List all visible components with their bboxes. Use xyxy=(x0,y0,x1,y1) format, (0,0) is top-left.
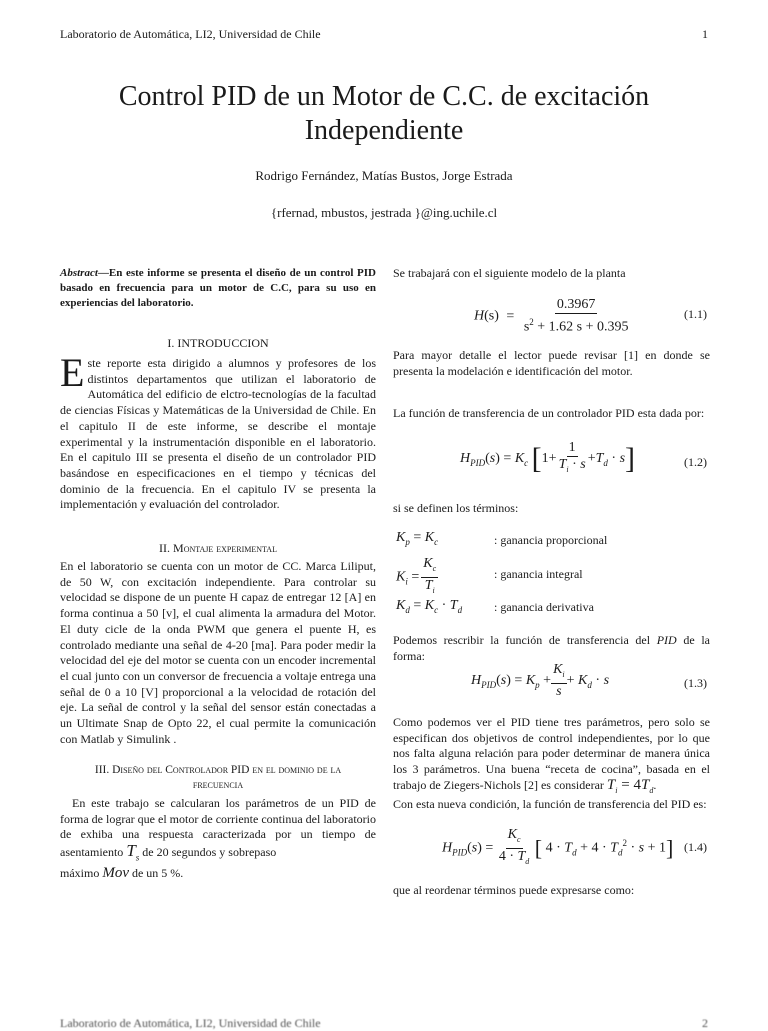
term-kd: $K_d = K_c \cdot T_d$ xyxy=(396,598,463,615)
section-heading-diseno-line2: frecuencia xyxy=(192,779,244,791)
abstract-lead: Abstract xyxy=(60,267,98,279)
section-heading-montaje: II. Montaje experimental xyxy=(159,541,277,555)
right-paragraph-3: La función de transferencia de un controlador PID esta dada por: xyxy=(393,406,705,420)
abstract xyxy=(60,266,376,311)
equation-1-3: $H_{PID}(s) = K_p$ + $\frac{K_i}{s}$ + $K_d \cdot s$ xyxy=(471,662,610,699)
diseno-text-c-suffix: de un 5 %. xyxy=(131,866,184,881)
diseno-text-a: En este trabajo se calcularan los parámetros de un PID de forma de lograr que el motor de corriente continua del laboratorio de exhiba una respuesta caracterizada por un tiempo de asentamiento xyxy=(60,796,376,860)
drop-cap: E xyxy=(60,350,85,395)
next-page-header: Laboratorio de Automática, LI2, Universidad de Chile xyxy=(60,1016,321,1030)
term-kp-desc: : ganancia proporcional xyxy=(494,533,608,547)
right-paragraph-6 xyxy=(393,715,710,799)
equation-1-4: $H_{PID}(s)$ = $\frac{K_c}{4 \cdot T_d}$ [ $4 \cdot T_d + 4 \cdot T_d^2 \cdot s + 1$] xyxy=(442,827,674,866)
right-paragraph-5 xyxy=(393,633,710,664)
eq14-number: (1.4) xyxy=(684,840,707,854)
eq11-numerator: 0.3967 xyxy=(556,297,596,312)
eq11-lhs: H xyxy=(474,308,485,324)
diseno-text-c-prefix: máximo xyxy=(60,866,100,881)
p6-text: Como podemos ver el PID tiene tres parámetros, pero solo se especifican dos objetivos de control independientes, por lo que nos falta alguna relación para poder determinar de manera única los 3 parámetros. Una buena “receta de cocina”, basada en el trabajo de Ziegers-Nichols [2] es considerar xyxy=(393,715,710,792)
mov-symbol: Mov xyxy=(102,865,129,882)
p5-text-b: de la forma: xyxy=(393,633,710,663)
section-diseno-body xyxy=(60,796,376,882)
eq13-number: (1.3) xyxy=(684,676,707,690)
running-header: Laboratorio de Automática, LI2, Universidad de Chile xyxy=(60,27,321,41)
ti-relation: $T_i = 4T_d$ xyxy=(606,776,654,795)
p5-pid: PID xyxy=(656,633,677,647)
section-heading-diseno xyxy=(60,763,376,793)
term-kd-desc: : ganancia derivativa xyxy=(494,600,594,614)
title-line-2: Independiente xyxy=(304,115,464,146)
p5-text-a: Podemos rescribir la función de transferencia del xyxy=(393,633,651,647)
term-ki: $K_i$ = $\frac{K_c}{T_i}$ xyxy=(396,556,437,595)
right-paragraph-7: Con esta nueva condición, la función de transferencia del PID es: xyxy=(393,797,707,811)
right-paragraph-4: si se definen los términos: xyxy=(393,501,519,515)
eq11-denominator: $s^2 + 1.62$ s + 0.395 xyxy=(523,317,629,335)
eq11-number: (1.1) xyxy=(684,307,707,321)
equation-1-1: H(s) = $\frac{0.3967}{s^2 + 1.62 s + 0.395}$ xyxy=(474,297,629,335)
right-paragraph-2: Para mayor detalle el lector puede revisar [1] en donde se presenta la modelación e identificación del motor. xyxy=(393,348,710,378)
diseno-text-b: de 20 segundos y sobrepaso xyxy=(142,845,277,860)
section-introduccion-body xyxy=(60,350,376,513)
next-page-number: 2 xyxy=(702,1016,708,1030)
term-ki-desc: : ganancia integral xyxy=(494,567,583,581)
authors: Rodrigo Fernández, Matías Bustos, Jorge Estrada xyxy=(255,168,513,183)
right-paragraph-8: que al reordenar términos puede expresarse como: xyxy=(393,883,635,897)
section-heading-introduccion: I. INTRODUCCION xyxy=(167,336,269,350)
term-kp: $K_p = K_c$ xyxy=(396,530,439,547)
intro-text: ste reporte esta dirigido a alumnos y profesores de los distintos departamentos que utilizan el laboratorio de Automática del edificio de elctro-tecnologías de la facultad de ciencias Físicas y Matemáticas de la Universidad de Chile. En el capitulo II de este informe, se describe el montaje experimental y la instrumentación disponible en el laboratorio. En el capitulo III se presenta el diseño de un controlador PID basándose en especificaciones en el tiempo y técnicas del dominio de la frecuencia. En el capitulo IV se presenta la implementación y evaluación del controlador. xyxy=(60,356,376,512)
right-paragraph-1: Se trabajará con el siguiente modelo de la planta xyxy=(393,266,626,280)
abstract-text: —En este informe se presenta el diseño de un control PID basado en frecuencia para un motor de C.C, para su uso en experiencias del laboratorio. xyxy=(60,267,376,309)
page-number: 1 xyxy=(702,27,708,41)
ts-symbol: $T_s$ xyxy=(126,841,140,863)
section-heading-diseno-line1: III. Diseño del Controlador PID en el dominio de la xyxy=(94,764,342,776)
paper-title xyxy=(60,80,708,148)
p6-tail: . xyxy=(653,777,657,792)
eq11-fraction xyxy=(522,297,631,336)
section-montaje-body: En el laboratorio se cuenta con un motor de CC. Marca Liliput, de 50 W, con excitación independiente. Para controlar su velocidad se dispone de un puente H capaz de entregar 12 [A] en forma continua a 50 [v], el cual alimenta la armadura del Motor. El duty cicle de la onda PWM que genera el puente H, es controlado mediante una señal de 4-20 [ma]. Para poder medir la velocidad del eje del motor se cuenta con un encoder incremental el cual junto con un conversor de frecuencia a voltaje entrega una señal de 0 a 10 [V] proporcional a la velocidad de rotación del eje. La señal de control y la señal del sensor están conectadas a un Ultimate Snap de Opto 22, el cual permite la comunicación con Matlab y Simulink . xyxy=(60,559,376,746)
equation-1-2: $H_{PID}(s) = K_c$ [1+ $\frac{1}{T_i \cdot s}$ $+T_d \cdot s$] xyxy=(460,440,636,475)
eq11-arg: (s) xyxy=(484,308,499,324)
author-emails: {rfernad, mbustos, jestrada }@ing.uchile.cl xyxy=(270,205,498,220)
eq12-number: (1.2) xyxy=(684,455,707,469)
title-line-1: Control PID de un Motor de C.C. de excitación xyxy=(118,81,650,112)
